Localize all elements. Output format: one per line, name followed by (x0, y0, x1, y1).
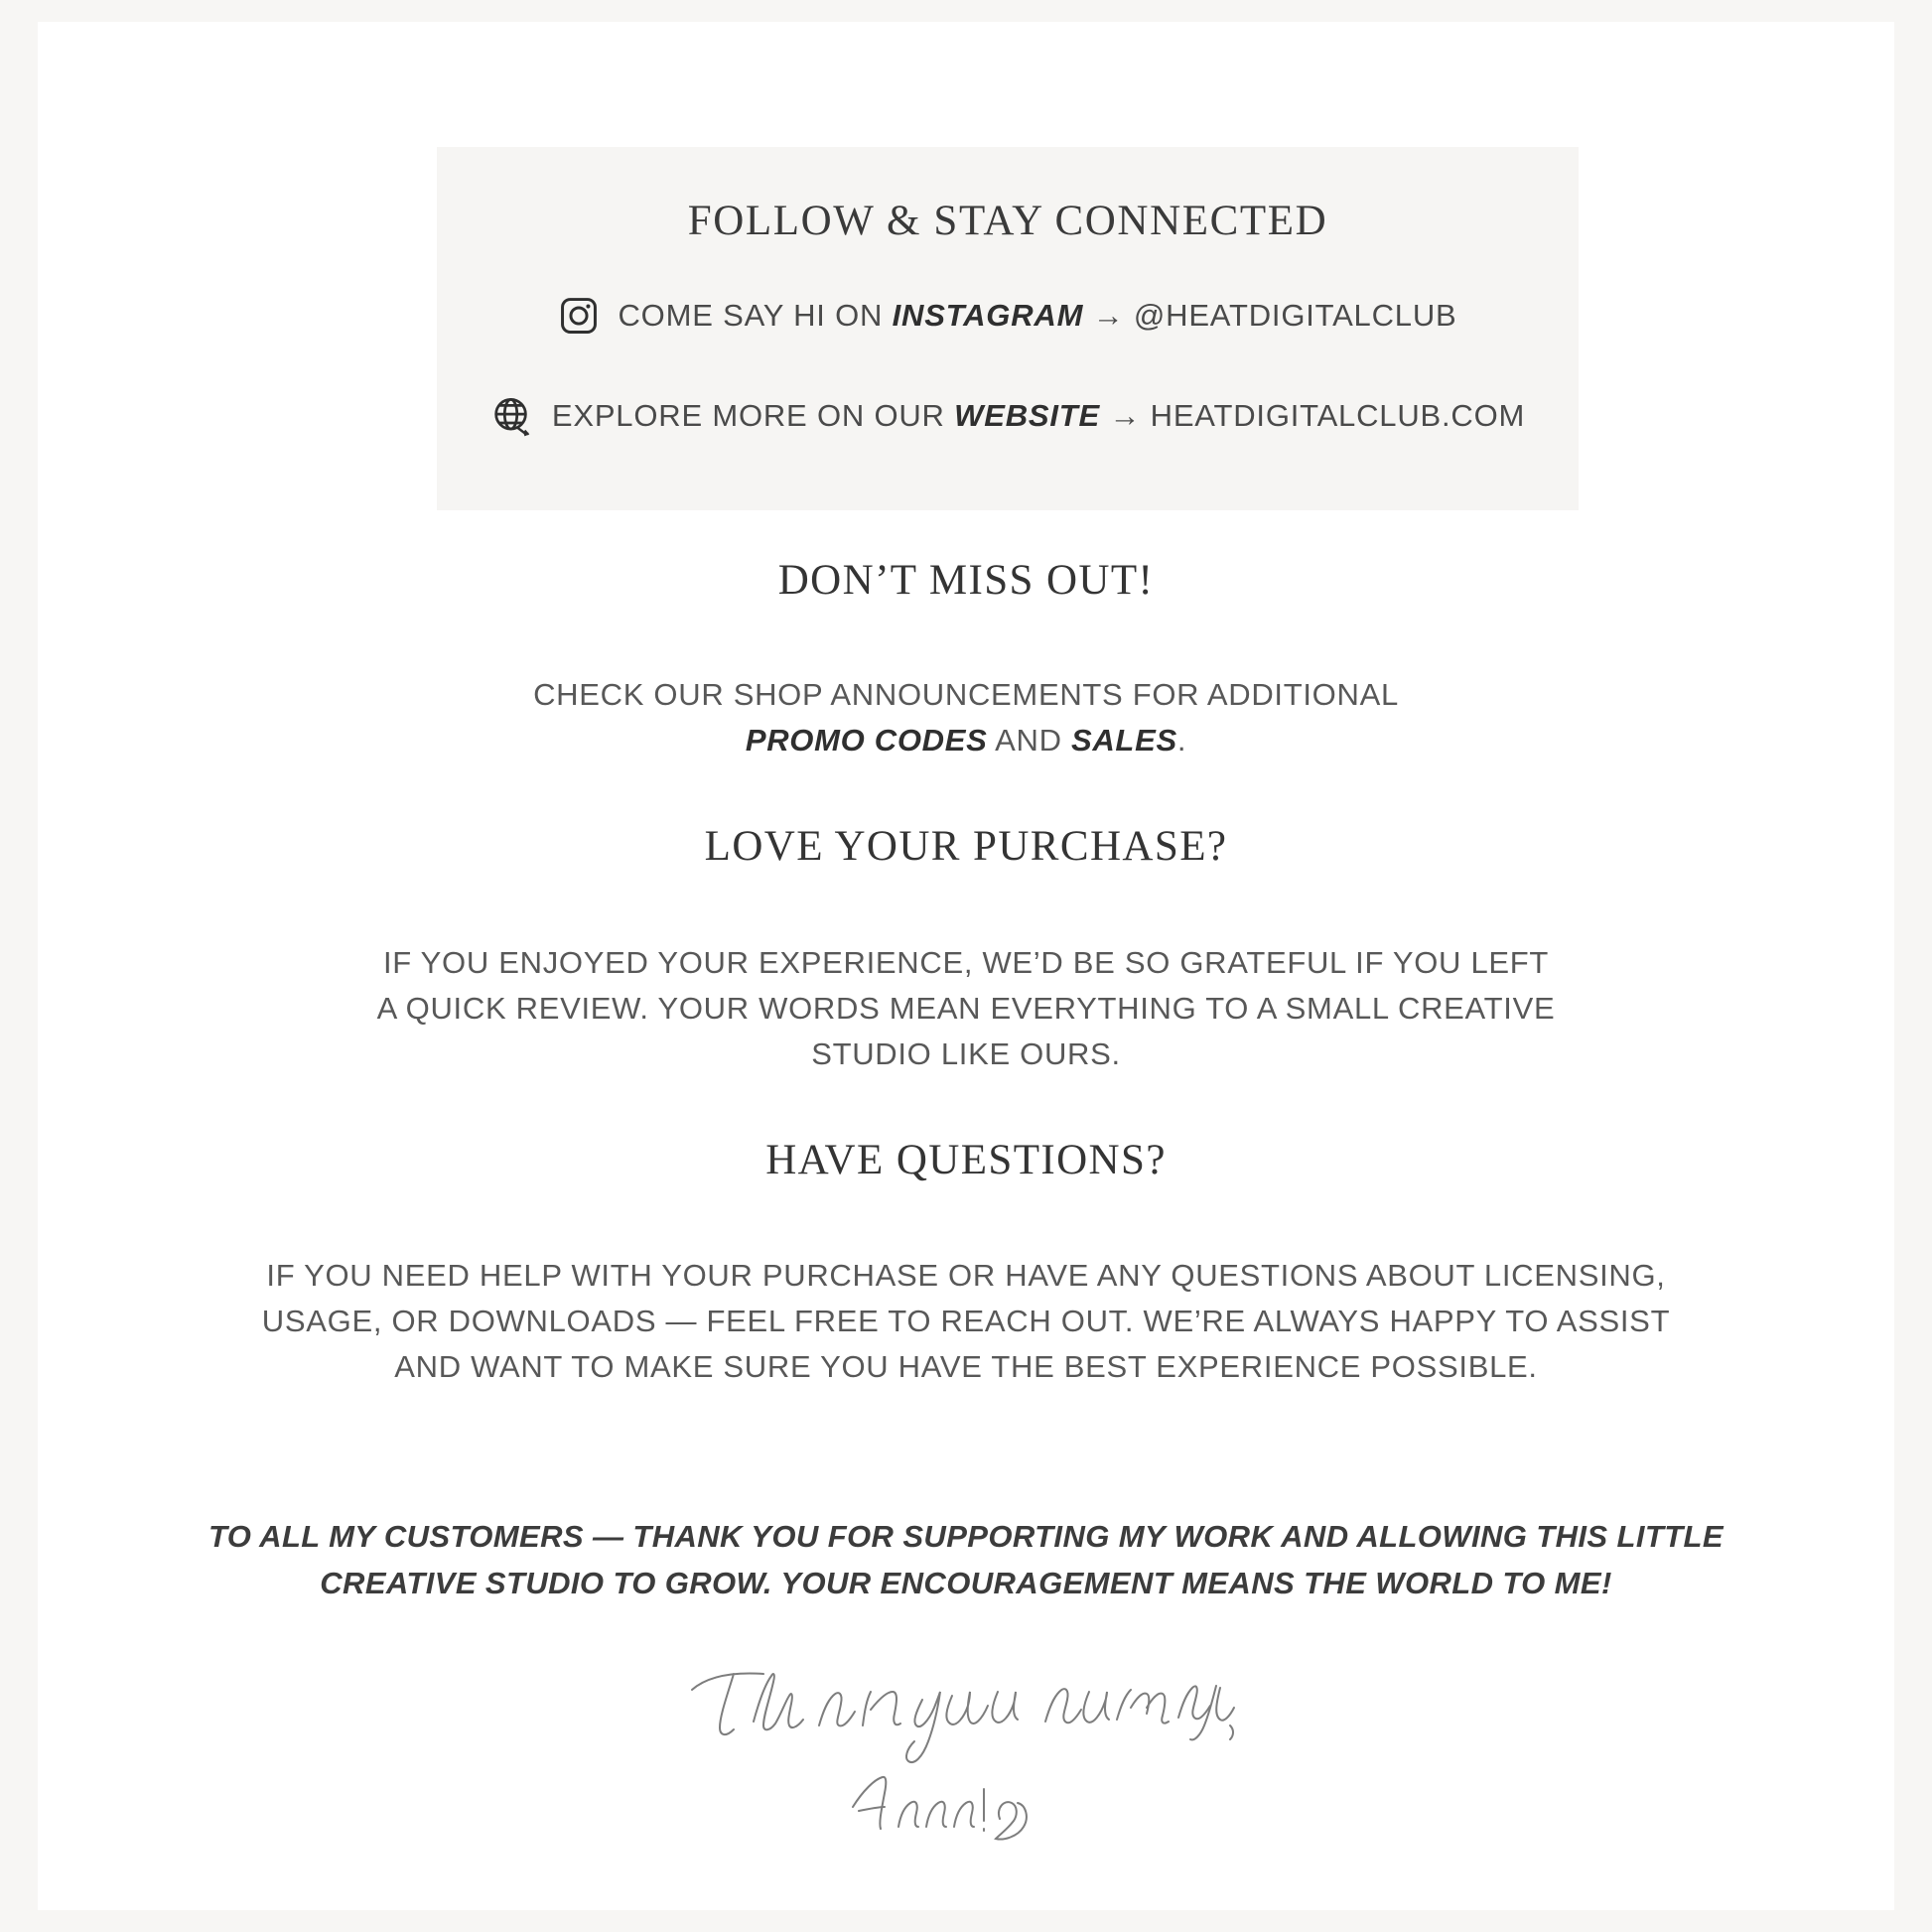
section-body-love-your-purchase: IF YOU ENJOYED YOUR EXPERIENCE, WE’D BE SO GRATEFUL IF YOU LEFT A QUICK REVIEW. YOUR WORDS MEAN EVERYTHING TO A SMALL CREATIVE STUDIO LIKE OURS. (376, 945, 1556, 1071)
signature-block (38, 1630, 1894, 1863)
section-title-dont-miss-out: DON’T MISS OUT! (777, 557, 1155, 604)
instagram-prefix: COME SAY HI ON (618, 298, 893, 333)
instagram-icon (558, 295, 600, 337)
section-body-dont-miss-out (38, 672, 1894, 763)
website-text (552, 398, 1525, 434)
promo-codes-emphasis: PROMO CODES (745, 723, 988, 758)
instagram-handle: @HEATDIGITALCLUB (1133, 298, 1457, 333)
follow-panel (437, 147, 1579, 510)
website-arrow: → (1100, 398, 1151, 433)
website-prefix: EXPLORE MORE ON OUR (551, 398, 955, 433)
sales-emphasis: SALES (1070, 723, 1177, 758)
instagram-arrow: → (1083, 298, 1134, 333)
follow-panel-title: FOLLOW & STAY CONNECTED (687, 198, 1328, 244)
card (38, 22, 1894, 1910)
card-inner (38, 22, 1894, 1910)
customer-thanks-note: TO ALL MY CUSTOMERS — THANK YOU FOR SUPPORTING MY WORK AND ALLOWING THIS LITTLE CREATIVE STUDIO TO GROW. YOUR ENCOURAGEMENT MEANS THE WORLD TO ME! (208, 1519, 1724, 1600)
instagram-row[interactable] (437, 295, 1579, 337)
website-url: HEATDIGITALCLUB.COM (1150, 398, 1526, 433)
section-title-love-your-purchase: LOVE YOUR PURCHASE? (704, 823, 1228, 870)
promo-line-pre: CHECK OUR SHOP ANNOUNCEMENTS FOR ADDITIONAL (533, 677, 1399, 712)
website-emphasis: WEBSITE (954, 398, 1100, 433)
instagram-emphasis: INSTAGRAM (892, 298, 1084, 333)
globe-icon (490, 394, 534, 438)
promo-line-mid: AND (987, 723, 1071, 758)
instagram-text (618, 298, 1456, 334)
section-body-have-questions: IF YOU NEED HELP WITH YOUR PURCHASE OR HAVE ANY QUESTIONS ABOUT LICENSING, USAGE, OR DOWNLOADS — FEEL FREE TO REACH OUT. WE’RE ALWAYS HAPPY TO ASSIST AND WANT TO MAKE SURE YOU HAVE THE BEST EXPERIENCE POSSIBLE. (261, 1258, 1671, 1384)
promo-line-post: . (1176, 723, 1187, 758)
website-row[interactable] (437, 394, 1579, 438)
section-title-have-questions: HAVE QUESTIONS? (765, 1137, 1167, 1183)
